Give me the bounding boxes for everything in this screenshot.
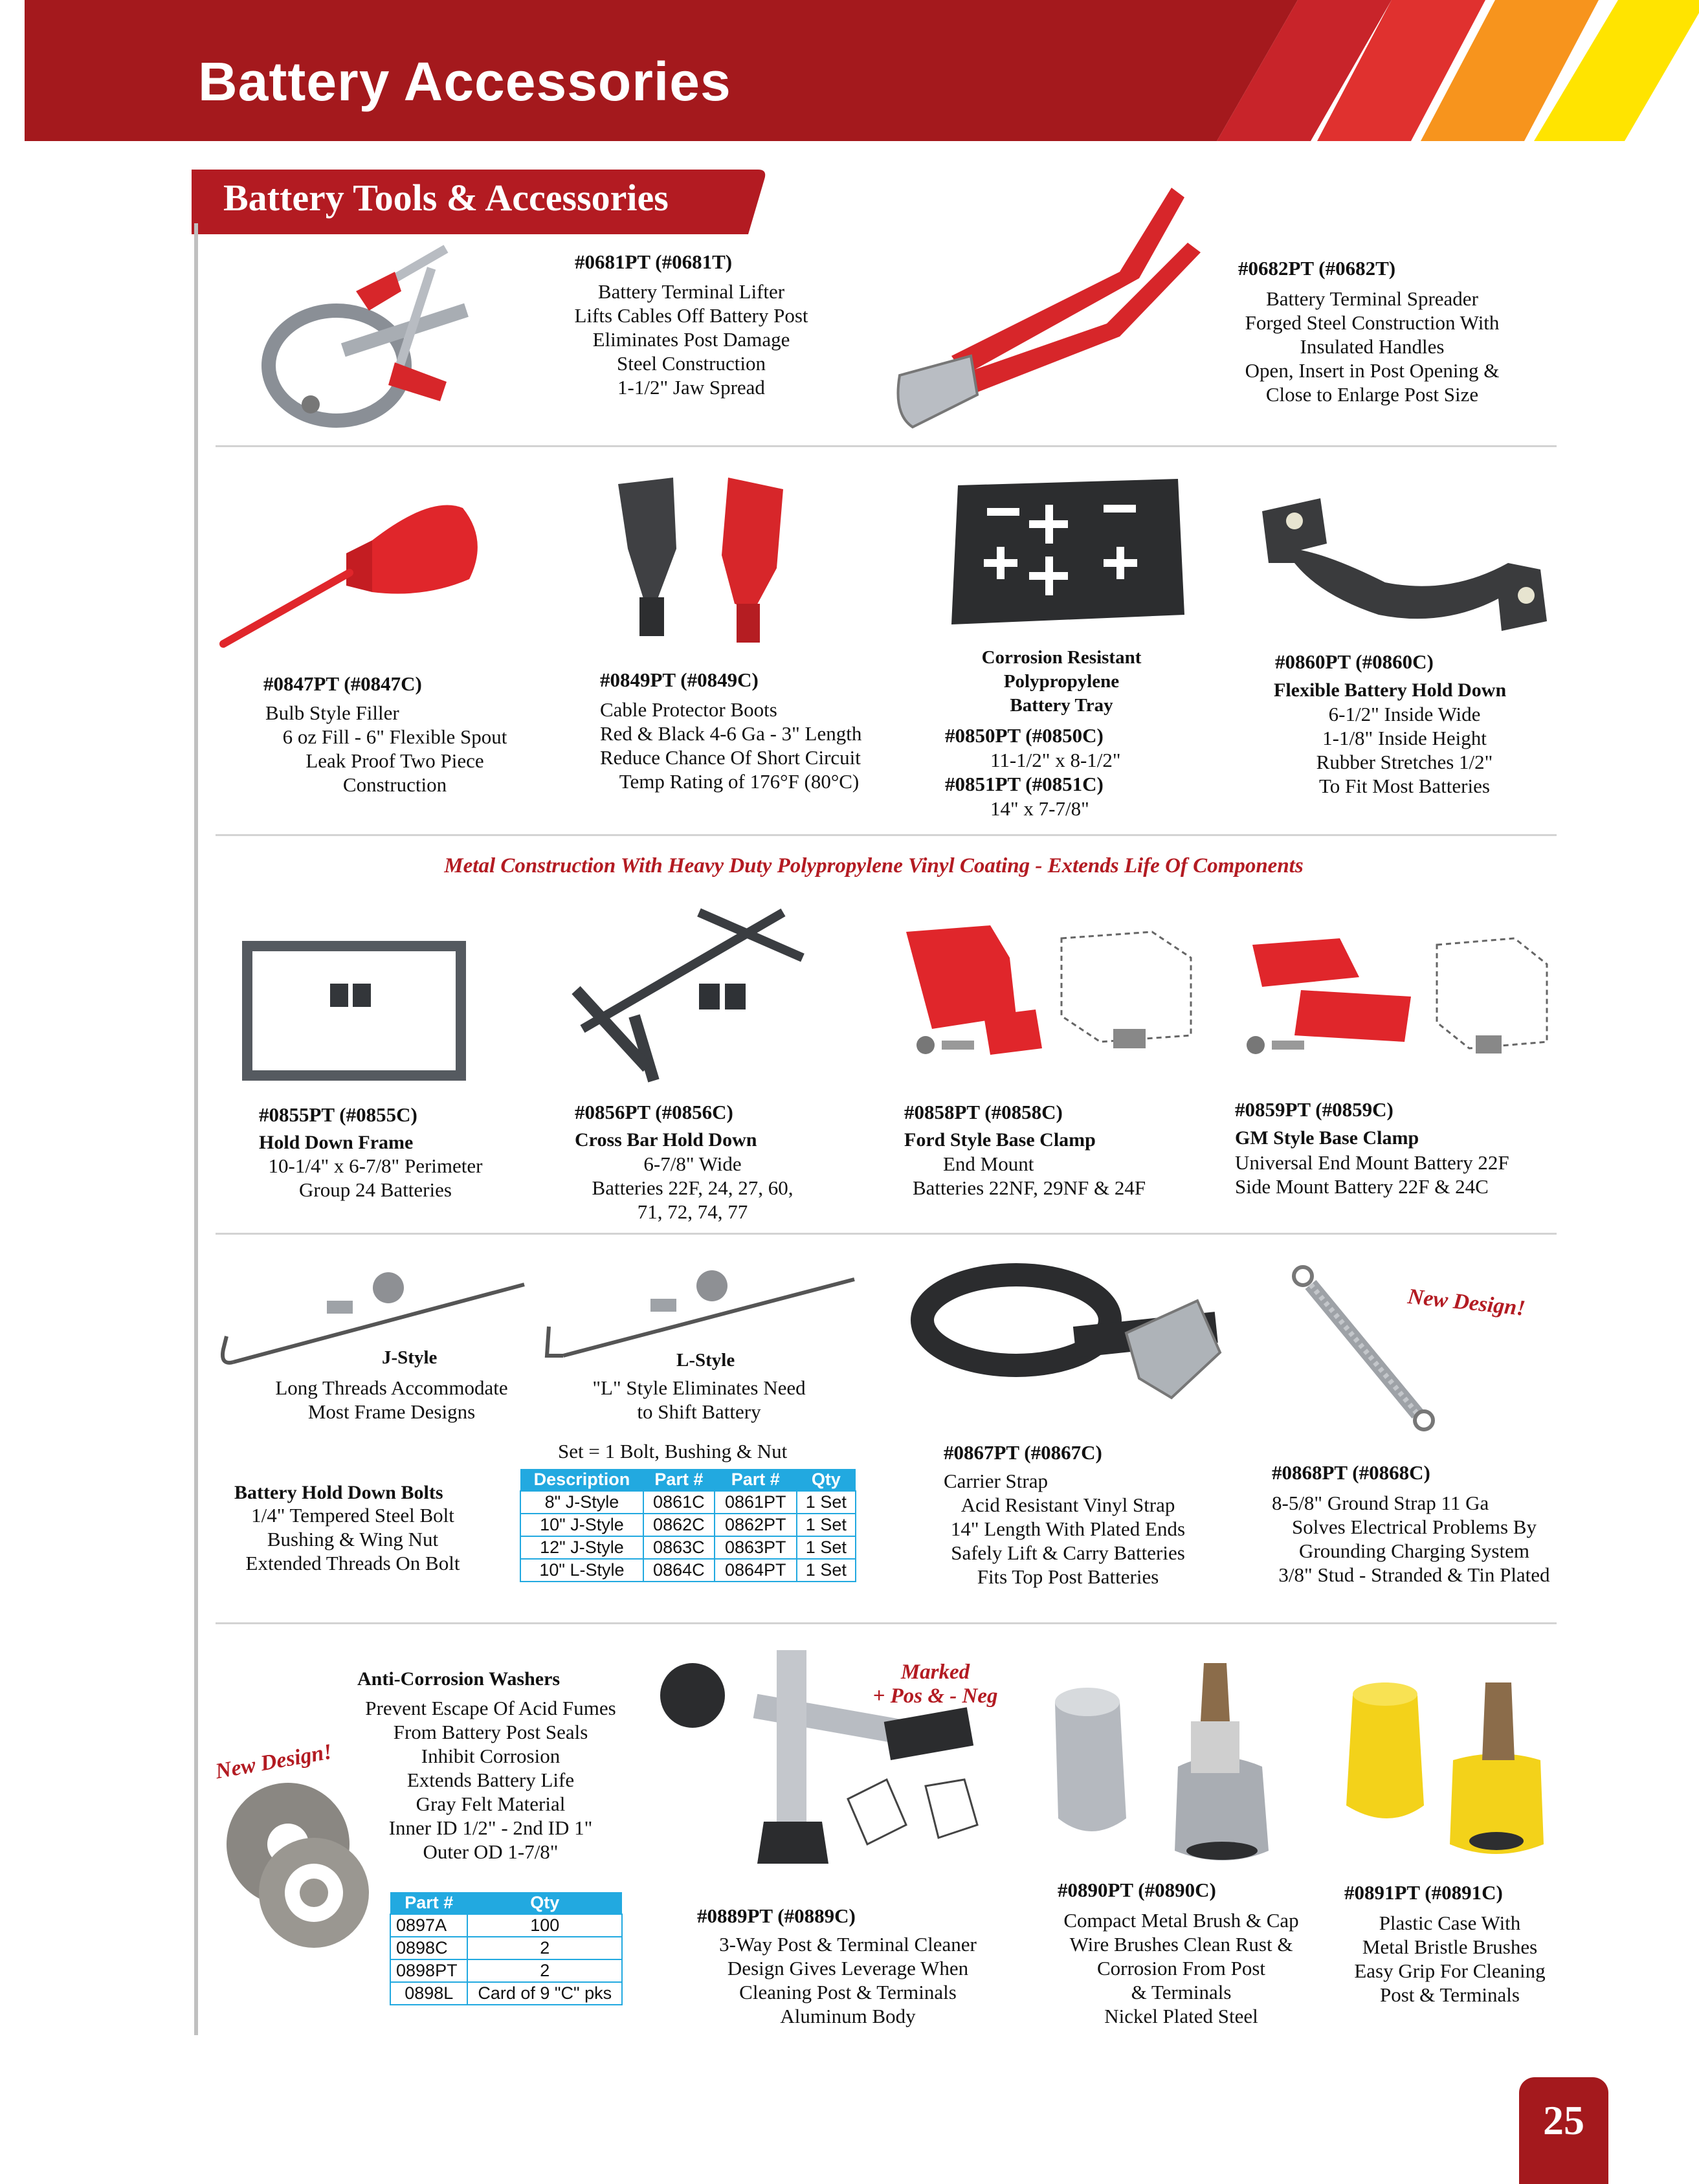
- gm-base-clamp-image: [1243, 925, 1553, 1081]
- table-cell: 0897A: [390, 1914, 467, 1937]
- description-line: Prevent Escape Of Acid Fumes: [365, 1697, 616, 1719]
- terminal-spreader-image: [887, 181, 1223, 440]
- description-line: Design Gives Leverage When: [727, 1957, 969, 1980]
- row-divider: [216, 1622, 1557, 1624]
- washers-part-table: [390, 1892, 623, 2005]
- compact-metal-brush-image: [1042, 1657, 1294, 1877]
- heading-line: Battery Tray: [1010, 695, 1113, 716]
- washers-description: [355, 1696, 627, 1864]
- description-line: To Fit Most Batteries: [1319, 775, 1490, 797]
- table-cell: 8" J-Style: [520, 1491, 643, 1514]
- description-line: Grounding Charging System: [1299, 1539, 1529, 1562]
- part-number-0858: #0858PT (#0858C): [904, 1101, 1063, 1123]
- section-divider-vertical: [194, 223, 198, 2035]
- product-name-0855: Hold Down Frame: [259, 1132, 414, 1153]
- marked-line: Marked: [900, 1660, 970, 1684]
- table-cell: 0898L: [390, 1982, 467, 2005]
- ford-base-clamp-image: [906, 919, 1204, 1081]
- description-line: 71, 72, 74, 77: [637, 1200, 748, 1223]
- battery-tray-image: [945, 472, 1191, 634]
- description-line: 1-1/8" Inside Height: [1322, 727, 1487, 749]
- table-cell: 0864C: [643, 1559, 715, 1582]
- description-line: Nickel Plated Steel: [1104, 2005, 1258, 2027]
- description-line: Extends Battery Life: [406, 1769, 575, 1791]
- table-row: [390, 1959, 622, 1982]
- part-number-0860: #0860PT (#0860C): [1275, 650, 1434, 673]
- description-line: Eliminates Post Damage: [592, 328, 790, 351]
- description-line: Cable Protector Boots: [600, 698, 777, 721]
- description-line: Open, Insert in Post Opening &: [1245, 359, 1500, 382]
- description-line: Inner ID 1/2" - 2nd ID 1": [388, 1816, 593, 1839]
- description-line: Gray Felt Material: [416, 1792, 566, 1815]
- new-design-badge-washers: New Design!: [214, 1739, 334, 1784]
- description-0868: [1262, 1515, 1566, 1587]
- description-line: Group 24 Batteries: [299, 1178, 452, 1201]
- product-name-0856: Cross Bar Hold Down: [575, 1129, 757, 1151]
- description-line: Side Mount Battery 22F & 24C: [1235, 1175, 1489, 1198]
- description-line: Forged Steel Construction With: [1245, 311, 1500, 334]
- table-cell: 100: [467, 1914, 622, 1937]
- hold-down-frame-image: [239, 938, 472, 1087]
- description-0859: [1235, 1151, 1509, 1198]
- table-header: Qty: [797, 1469, 856, 1491]
- description-0682: [1223, 287, 1521, 406]
- description-0858-line1: End Mount: [943, 1153, 1034, 1175]
- table-cell: 0864PT: [715, 1559, 797, 1582]
- part-number-0890: #0890PT (#0890C): [1058, 1879, 1216, 1901]
- table-cell: 1 Set: [797, 1559, 856, 1582]
- table-cell: 10" L-Style: [520, 1559, 643, 1582]
- description-line: Cleaning Post & Terminals: [739, 1981, 957, 2003]
- description-line: 6-7/8" Wide: [643, 1153, 742, 1175]
- description-line: Solves Electrical Problems By: [1292, 1516, 1537, 1538]
- part-number-0855: #0855PT (#0855C): [259, 1103, 417, 1126]
- j-style-label: J-Style: [382, 1347, 438, 1368]
- description-0849: [600, 698, 878, 793]
- description-0860: [1262, 702, 1547, 798]
- part-number-0851: #0851PT (#0851C): [945, 773, 1104, 795]
- part-number-0856: #0856PT (#0856C): [575, 1101, 733, 1123]
- size-0851: 14" x 7-7/8": [990, 797, 1089, 820]
- size-0850: 11-1/2" x 8-1/2": [990, 749, 1121, 771]
- j-style-description: [259, 1376, 524, 1424]
- part-number-0847: #0847PT (#0847C): [263, 672, 422, 695]
- description-line: Safely Lift & Carry Batteries: [951, 1541, 1185, 1564]
- description-line: 6-1/2" Inside Wide: [1328, 703, 1481, 725]
- description-line: Easy Grip For Cleaning: [1354, 1959, 1546, 1982]
- description-0868-line1: 8-5/8" Ground Strap 11 Ga: [1272, 1492, 1489, 1514]
- part-number-0889: #0889PT (#0889C): [697, 1904, 856, 1927]
- description-line: Wire Brushes Clean Rust &: [1069, 1933, 1293, 1956]
- heading-line: Corrosion Resistant: [981, 647, 1142, 668]
- table-cell: 2: [467, 1959, 622, 1982]
- section-title: Battery Tools & Accessories: [223, 177, 669, 219]
- description-line: Bushing & Wing Nut: [267, 1528, 439, 1550]
- description-line: Battery Terminal Spreader: [1266, 287, 1478, 310]
- marked-pos-neg-note: [828, 1660, 1042, 1708]
- description-line: Leak Proof Two Piece: [305, 749, 484, 772]
- description-0855: [246, 1154, 505, 1202]
- table-cell: 2: [467, 1937, 622, 1959]
- description-line: Universal End Mount Battery 22F: [1235, 1151, 1509, 1174]
- product-name-0858: Ford Style Base Clamp: [904, 1129, 1096, 1151]
- l-style-label: L-Style: [676, 1350, 735, 1371]
- metal-construction-note: Metal Construction With Heavy Duty Polypropylene Vinyl Coating - Extends Life Of Components: [444, 854, 1304, 877]
- description-line: Outer OD 1-7/8": [423, 1840, 559, 1863]
- row-divider: [216, 1233, 1557, 1235]
- set-note: Set = 1 Bolt, Bushing & Nut: [558, 1440, 788, 1462]
- description-line: 3-Way Post & Terminal Cleaner: [719, 1933, 977, 1956]
- plastic-case-brush-image: [1333, 1657, 1560, 1870]
- description-line: Most Frame Designs: [307, 1400, 476, 1423]
- page-number: 25: [1543, 2097, 1584, 2143]
- bolts-part-table: [520, 1469, 856, 1582]
- part-number-0867: #0867PT (#0867C): [944, 1441, 1102, 1464]
- l-style-description: [570, 1376, 828, 1424]
- description-0891: [1324, 1911, 1576, 2007]
- description-0847: [256, 725, 534, 797]
- table-row: [520, 1491, 856, 1514]
- description-0889: [683, 1932, 1013, 2028]
- product-name-0859: GM Style Base Clamp: [1235, 1127, 1419, 1149]
- table-header: Part #: [390, 1892, 467, 1914]
- table-header: Part #: [643, 1469, 715, 1491]
- description-line: Inhibit Corrosion: [421, 1745, 561, 1767]
- carrier-strap-image: [913, 1262, 1230, 1404]
- table-cell: 12" J-Style: [520, 1536, 643, 1559]
- washers-name: Anti-Corrosion Washers: [357, 1668, 561, 1690]
- hold-down-bolts-description: [223, 1503, 482, 1575]
- description-line: 14" Length With Plated Ends: [950, 1517, 1186, 1540]
- part-number-0891: #0891PT (#0891C): [1344, 1881, 1503, 1904]
- row-divider: [216, 834, 1557, 836]
- cross-bar-hold-down-image: [570, 899, 816, 1081]
- table-header: Qty: [467, 1892, 622, 1914]
- description-line: Compact Metal Brush & Cap: [1063, 1909, 1299, 1932]
- j-style-bolt-image: [214, 1265, 537, 1382]
- part-number-0850: #0850PT (#0850C): [945, 724, 1104, 747]
- table-cell: 0863PT: [715, 1536, 797, 1559]
- table-cell: 1 Set: [797, 1491, 856, 1514]
- terminal-lifter-image: [259, 246, 479, 427]
- description-line: "L" Style Eliminates Need: [592, 1376, 806, 1399]
- description-line: Extended Threads On Bolt: [245, 1552, 460, 1574]
- row-divider: [216, 445, 1557, 447]
- description-line: 1-1/2" Jaw Spread: [617, 376, 765, 399]
- table-cell: 0862C: [643, 1514, 715, 1536]
- table-row: [520, 1514, 856, 1536]
- table-cell: 0898PT: [390, 1959, 467, 1982]
- description-line: to Shift Battery: [637, 1400, 761, 1423]
- part-number-0849: #0849PT (#0849C): [600, 668, 759, 691]
- description-line: Steel Construction: [617, 352, 766, 375]
- table-cell: Card of 9 "C" pks: [467, 1982, 622, 2005]
- description-0867-line1: Carrier Strap: [944, 1470, 1048, 1492]
- description-line: Red & Black 4-6 Ga - 3" Length: [600, 722, 862, 745]
- description-line: 6 oz Fill - 6" Flexible Spout: [282, 725, 507, 748]
- description-line: 10-1/4" x 6-7/8" Perimeter: [268, 1154, 483, 1177]
- table-cell: 10" J-Style: [520, 1514, 643, 1536]
- description-0867: [932, 1493, 1204, 1589]
- description-line: From Battery Post Seals: [393, 1721, 588, 1743]
- description-0890: [1042, 1908, 1320, 2028]
- battery-tray-heading: [926, 646, 1197, 718]
- table-cell: 0861C: [643, 1491, 715, 1514]
- description-line: Plastic Case With: [1379, 1912, 1521, 1934]
- table-row: [520, 1536, 856, 1559]
- description-line: Insulated Handles: [1300, 335, 1445, 358]
- description-line: Lifts Cables Off Battery Post: [574, 304, 808, 327]
- hold-down-bolts-name: Battery Hold Down Bolts: [234, 1482, 443, 1503]
- heading-line: Polypropylene: [1003, 671, 1120, 692]
- table-row: [520, 1559, 856, 1582]
- table-cell: 0863C: [643, 1536, 715, 1559]
- table-cell: 1 Set: [797, 1536, 856, 1559]
- description-0858-line2: Batteries 22NF, 29NF & 24F: [913, 1176, 1146, 1199]
- product-name-0860: Flexible Battery Hold Down: [1274, 679, 1507, 701]
- part-number-0682: #0682PT (#0682T): [1238, 257, 1396, 280]
- table-row: [390, 1982, 622, 2005]
- new-design-badge-0868: New Design!: [1406, 1285, 1527, 1321]
- description-line: Temp Rating of 176°F (80°C): [619, 770, 860, 793]
- description-line: Metal Bristle Brushes: [1362, 1936, 1538, 1958]
- description-line: 3/8" Stud - Stranded & Tin Plated: [1278, 1563, 1550, 1586]
- description-0681: [562, 280, 821, 399]
- flexible-hold-down-image: [1256, 492, 1553, 641]
- description-0856: [563, 1152, 822, 1224]
- description-line: Rubber Stretches 1/2": [1316, 751, 1493, 773]
- description-line: Close to Enlarge Post Size: [1265, 383, 1479, 406]
- table-row: [390, 1914, 622, 1937]
- description-line: Corrosion From Post: [1096, 1957, 1266, 1980]
- description-line: & Terminals: [1131, 1981, 1232, 2003]
- description-line: 1/4" Tempered Steel Bolt: [251, 1504, 454, 1527]
- part-number-0859: #0859PT (#0859C): [1235, 1098, 1394, 1121]
- part-number-0868: #0868PT (#0868C): [1272, 1461, 1430, 1484]
- table-header: Part #: [715, 1469, 797, 1491]
- description-line: Aluminum Body: [780, 2005, 916, 2027]
- description-line: Construction: [342, 773, 447, 796]
- table-cell: 0862PT: [715, 1514, 797, 1536]
- cable-boots-image: [618, 478, 812, 652]
- description-line: Batteries 22F, 24, 27, 60,: [592, 1176, 794, 1199]
- table-cell: 0898C: [390, 1937, 467, 1959]
- description-line: Reduce Chance Of Short Circuit: [600, 746, 861, 769]
- description-line: Post & Terminals: [1380, 1983, 1520, 2006]
- marked-line: + Pos & - Neg: [872, 1684, 998, 1708]
- table-row: [390, 1937, 622, 1959]
- table-cell: 1 Set: [797, 1514, 856, 1536]
- description-line: Acid Resistant Vinyl Strap: [961, 1494, 1175, 1516]
- description-line: Long Threads Accommodate: [275, 1376, 508, 1399]
- description-line: Fits Top Post Batteries: [977, 1565, 1159, 1588]
- part-number-0681: #0681PT (#0681T): [575, 250, 733, 273]
- bulb-filler-image: [217, 482, 489, 650]
- table-cell: 0861PT: [715, 1491, 797, 1514]
- description-0847-line1: Bulb Style Filler: [265, 701, 399, 724]
- page-number-tab: [1519, 2077, 1608, 2184]
- page-title: Battery Accessories: [198, 51, 731, 112]
- description-line: Battery Terminal Lifter: [597, 280, 785, 303]
- table-header: Description: [520, 1469, 643, 1491]
